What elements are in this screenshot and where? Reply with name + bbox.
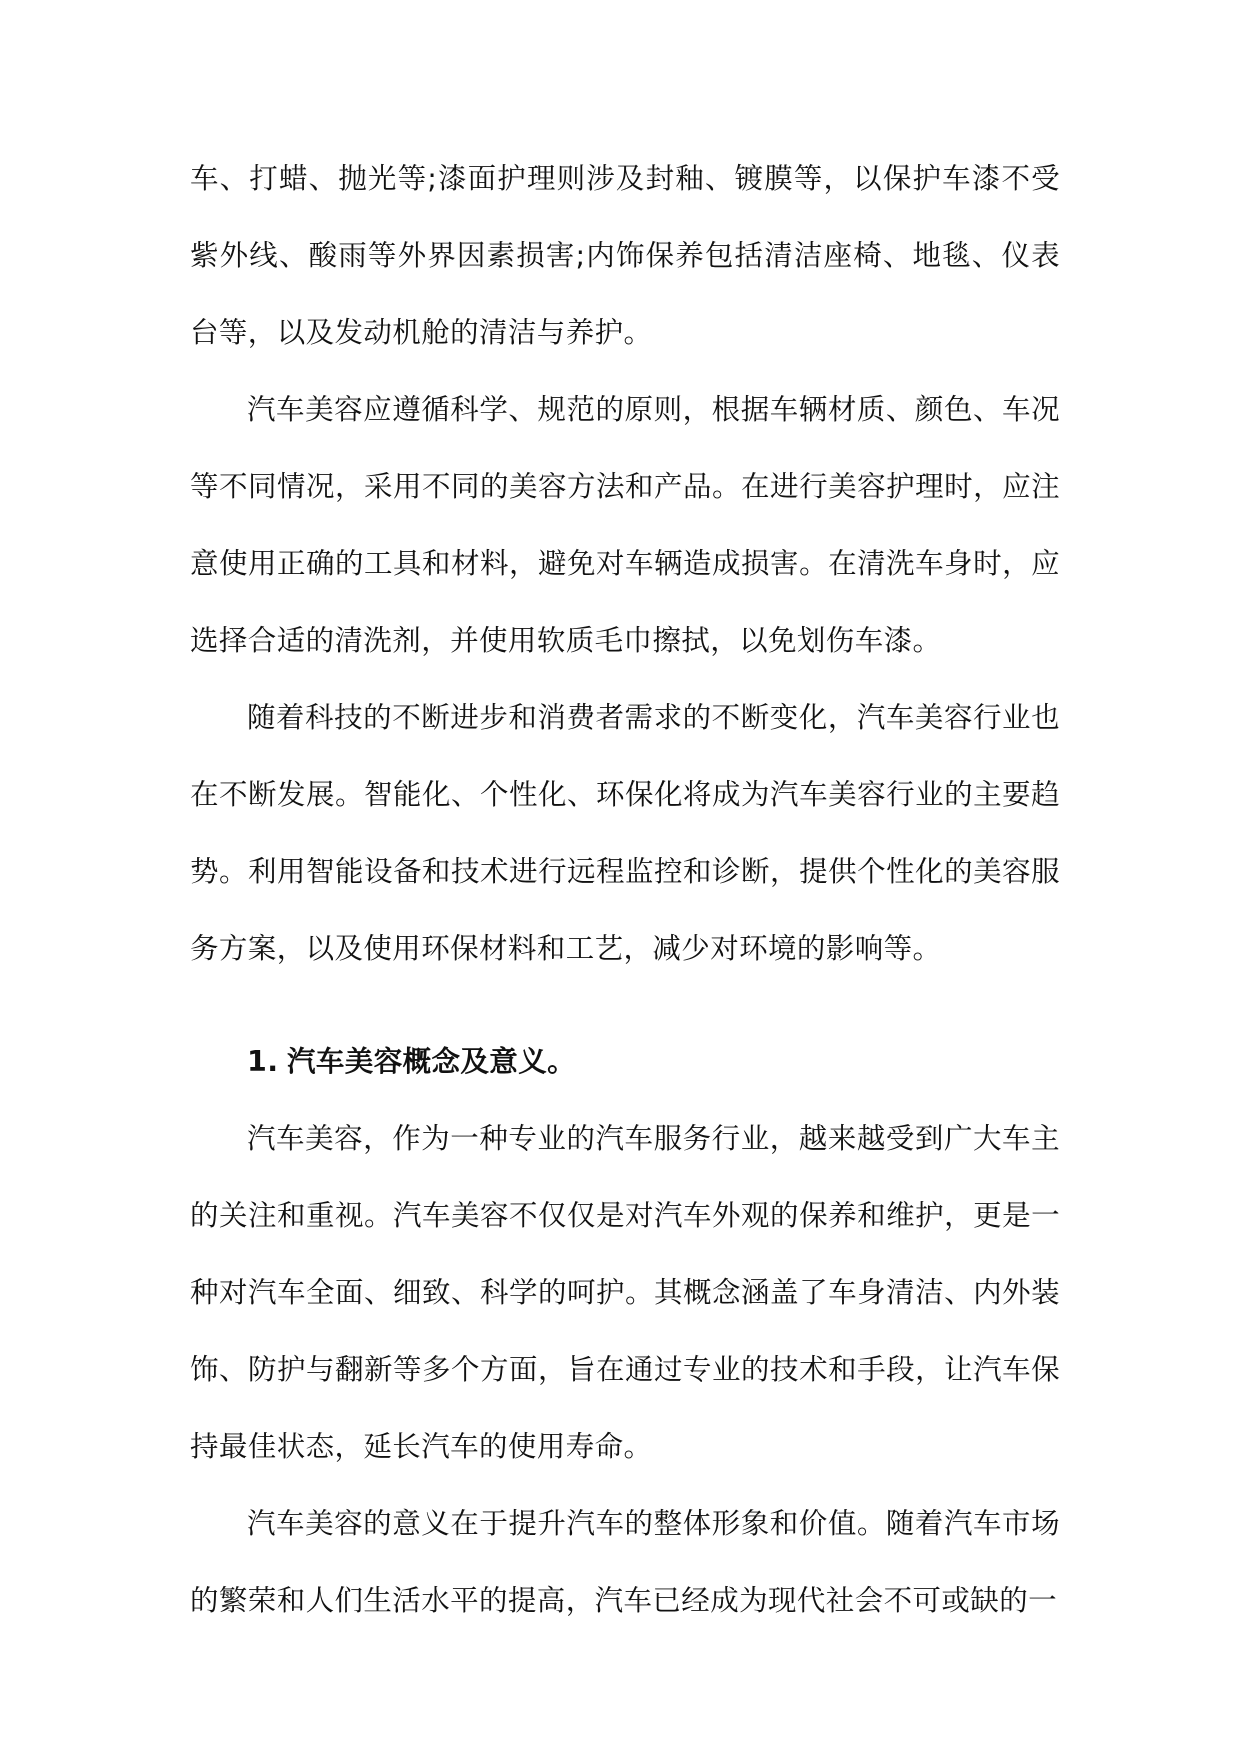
paragraph-5: 汽车美容的意义在于提升汽车的整体形象和价值。随着汽车市场的繁荣和人们生活水平的提高，汽车已经成为现代社会不可或缺的一: [190, 1507, 1060, 1617]
paragraph-3: 随着科技的不断进步和消费者需求的不断变化，汽车美容行业也在不断发展。智能化、个性化、环保化将成为汽车美容行业的主要趋势。利用智能设备和技术进行远程监控和诊断，提供个性化的美容服务方案，以及使用环保材料和工艺，减少对环境的影响等。: [190, 701, 1060, 965]
paragraph-2: 汽车美容应遵循科学、规范的原则，根据车辆材质、颜色、车况等不同情况，采用不同的美容方法和产品。在进行美容护理时，应注意使用正确的工具和材料，避免对车辆造成损害。在清洗车身时，应选择合适的清洗剂，并使用软质毛巾擦拭，以免划伤车漆。: [190, 393, 1060, 657]
document-body: [190, 140, 1060, 1639]
section-heading: [190, 1023, 1060, 1100]
paragraph-1: 车、打蜡、抛光等;漆面护理则涉及封釉、镀膜等，以保护车漆不受紫外线、酸雨等外界因素损害;内饰保养包括清洁座椅、地毯、仪表台等，以及发动机舱的清洁与养护。: [190, 162, 1060, 349]
section-title: 汽车美容概念及意义。: [287, 1045, 577, 1078]
paragraph-4: 汽车美容，作为一种专业的汽车服务行业，越来越受到广大车主的关注和重视。汽车美容不仅仅是对汽车外观的保养和维护，更是一种对汽车全面、细致、科学的呵护。其概念涵盖了车身清洁、内外装饰、防护与翻新等多个方面，旨在通过专业的技术和手段，让汽车保持最佳状态，延长汽车的使用寿命。: [190, 1122, 1060, 1463]
section-number: 1.: [247, 1045, 279, 1078]
